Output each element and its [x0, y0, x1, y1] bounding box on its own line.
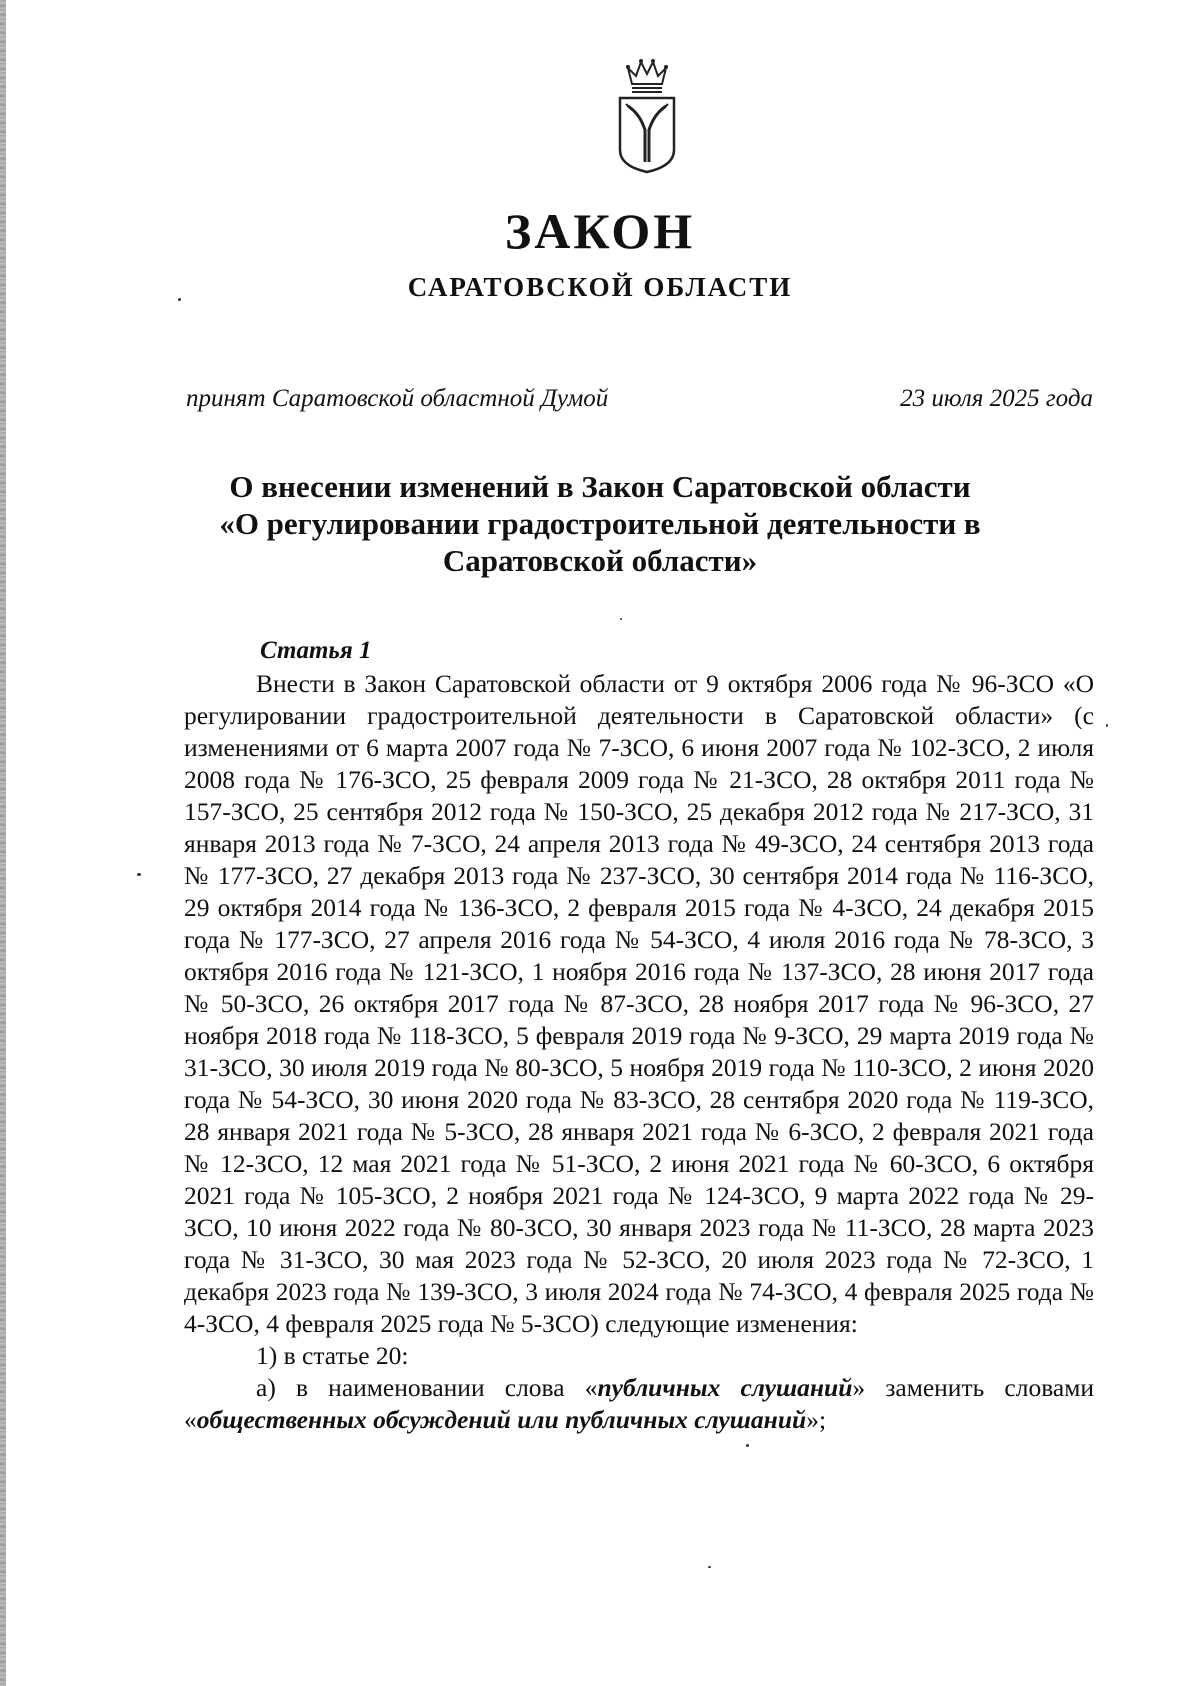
- law-heading-line: Саратовской области»: [442, 543, 758, 578]
- emphasis-text: публичных слушаний: [597, 1373, 853, 1402]
- law-heading-line: «О регулировании градостроительной деятельности в: [219, 506, 981, 541]
- list-item: 1) в статье 20:: [256, 1341, 409, 1370]
- article-paragraph: Внести в Закон Саратовской области от 9 октября 2006 года № 96-ЗСО «О регулировании градостроительной деятельности в Саратовской области» (с изменениями от 6 марта 2007 года № 7-ЗСО, 6 июня 2007 года № 102-ЗСО, 2 июля 2008 года № 176-ЗСО, 25 февраля 2009 года № 21-ЗСО, 28 октября 2011 года № 157-ЗСО, 25 сентября 2012 года № 150-ЗСО, 25 декабря 2012 года № 217-ЗСО, 31 января 2013 года № 7-ЗСО, 24 апреля 2013 года № 49-ЗСО, 24 сентября 2013 года № 177-ЗСО, 27 декабря 2013 года № 237-ЗСО, 30 сентября 2014 года № 116-ЗСО, 29 октября 2014 года № 136-ЗСО, 2 февраля 2015 года № 4-ЗСО, 24 декабря 2015 года № 177-ЗСО, 27 апреля 2016 года № 54-ЗСО, 4 июля 2016 года № 78-ЗСО, 3 октября 2016 года № 121-ЗСО, 1 ноября 2016 года № 137-ЗСО, 28 июня 2017 года № 50-ЗСО, 26 октября 2017 года № 87-ЗСО, 28 ноября 2017 года № 96-ЗСО, 27 ноября 2018 года № 118-ЗСО, 5 февраля 2019 года № 9-ЗСО, 29 марта 2019 года № 31-ЗСО, 30 июля 2019 года № 80-ЗСО, 5 ноября 2019 года № 110-ЗСО, 2 июня 2020 года № 54-ЗСО, 30 июня 2020 года № 83-ЗСО, 28 сентября 2020 года № 119-ЗСО, 28 января 2021 года № 5-ЗСО, 28 января 2021 года № 6-ЗСО, 2 февраля 2021 года № 12-ЗСО, 12 мая 2021 года № 51-ЗСО, 2 июня 2021 года № 60-ЗСО, 6 октября 2021 года № 105-ЗСО, 2 ноября 2021 года № 124-ЗСО, 9 марта 2022 года № 29-ЗСО, 10 июня 2022 года № 80-ЗСО, 30 января 2023 года № 11-ЗСО, 28 марта 2023 года № 31-ЗСО, 30 мая 2023 года № 52-ЗСО, 20 июля 2023 года № 72-ЗСО, 1 декабря 2023 года № 139-ЗСО, 3 июля 2024 года № 74-ЗСО, 4 февраля 2025 года № 4-ЗСО, 4 февраля 2025 года № 5-ЗСО) следующие изменения:: [184, 669, 1094, 1338]
- item-text: »;: [806, 1405, 827, 1434]
- document-title: ЗАКОН: [504, 203, 696, 259]
- scan-speck: [746, 1444, 749, 1447]
- adopted-by: принят Саратовской областной Думой: [186, 385, 609, 412]
- article-body: [184, 668, 1094, 1436]
- scan-speck: [137, 873, 141, 876]
- scan-speck: [708, 1566, 711, 1568]
- emphasis-text: общественных обсуждений или публичных слушаний: [196, 1405, 807, 1434]
- law-heading: [100, 468, 1100, 579]
- law-heading-line: О внесении изменений в Закон Саратовской области: [229, 469, 971, 504]
- article-title: Статья 1: [260, 637, 372, 664]
- scan-speck: [178, 298, 181, 301]
- adoption-date: 23 июля 2025 года: [900, 385, 1093, 412]
- list-item: [184, 1372, 1094, 1436]
- saratov-coat-of-arms-icon: [612, 58, 682, 174]
- item-text: а) в наименовании слова «: [256, 1373, 598, 1402]
- document-subtitle: САРАТОВСКОЙ ОБЛАСТИ: [407, 272, 793, 302]
- item-text: » заменить словами «: [184, 1373, 1094, 1434]
- scan-speck: [1106, 724, 1108, 727]
- scan-speck: [620, 618, 622, 620]
